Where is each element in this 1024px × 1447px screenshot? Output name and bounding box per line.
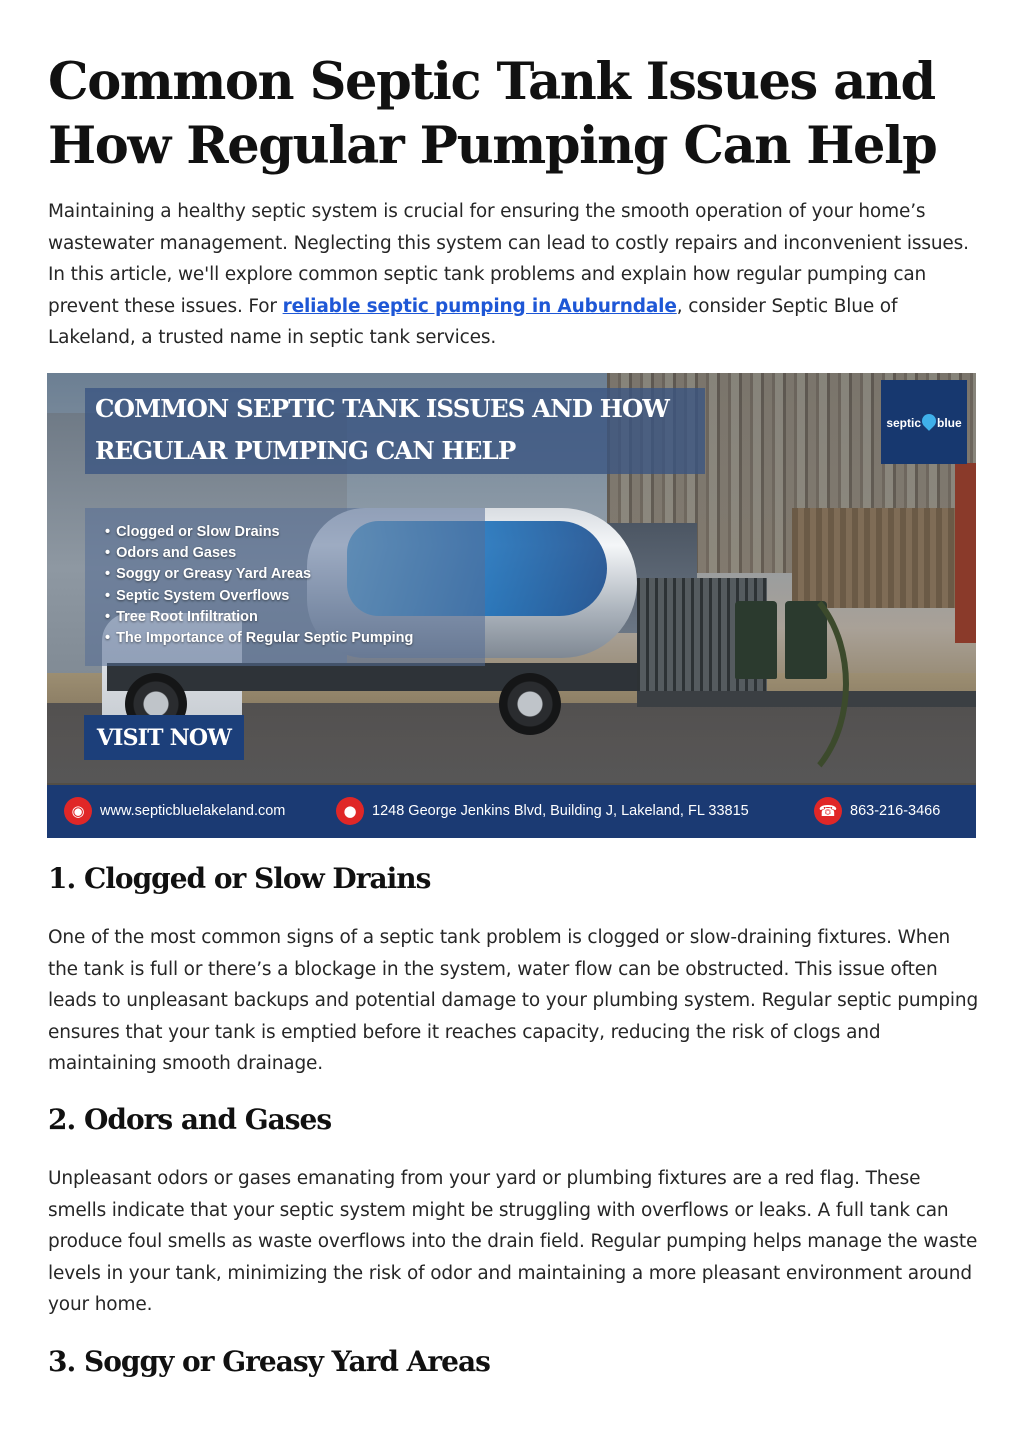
banner-list-item: • Clogged or Slow Drains: [105, 522, 413, 543]
banner-headline: [85, 388, 705, 474]
contact-address: [336, 797, 749, 825]
location-pin-icon: ●: [336, 797, 364, 825]
banner-brick-pillar: [955, 463, 976, 643]
banner-list-item: • Odors and Gases: [105, 543, 413, 564]
banner-issue-list: [105, 522, 413, 649]
section-heading: 1. Clogged or Slow Drains: [48, 862, 431, 895]
septic-blue-logo: [881, 380, 967, 464]
logo-wordmark: [886, 414, 961, 430]
banner-list-item: • The Importance of Regular Septic Pumping: [105, 628, 413, 649]
banner-headline-line1: COMMON SEPTIC TANK ISSUES AND HOW: [95, 394, 670, 423]
truck-frame: [107, 663, 667, 691]
promo-banner-image: [47, 373, 976, 838]
phone-text: 863-216-3466: [850, 803, 941, 819]
website-text: www.septicbluelakeland.com: [100, 803, 286, 819]
septic-pumping-auburndale-link[interactable]: reliable septic pumping in Auburndale: [282, 295, 677, 317]
intro-text-after-link: , consider Septic Blue of Lakeland, a trusted name in septic tank services.: [48, 295, 898, 348]
logo-text-right: blue: [937, 416, 962, 430]
banner-list-item: • Soggy or Greasy Yard Areas: [105, 564, 413, 585]
truck-wheel-rear: [499, 673, 561, 735]
visit-now-label: VISIT NOW: [96, 724, 232, 751]
pump-hose: [687, 573, 849, 795]
intro-text-before-link: Maintaining a healthy septic system is crucial for ensuring the smooth operation of your home’s wastewater management. Neglecting this system can lead to costly repairs and inconvenient issues. In this article, we'll explore common septic tank problems and explain how regular pumping can prevent these issues. For: [48, 201, 969, 317]
contact-website: [64, 797, 285, 825]
section-heading: 3. Soggy or Greasy Yard Areas: [48, 1345, 490, 1378]
article-title: Common Septic Tank Issues and How Regular Pumping Can Help: [48, 52, 937, 176]
banner-list-item: • Tree Root Infiltration: [105, 607, 413, 628]
logo-text-left: septic: [886, 416, 921, 430]
globe-icon: ◉: [64, 797, 92, 825]
contact-phone: [814, 797, 940, 825]
address-text: 1248 George Jenkins Blvd, Building J, Lakeland, FL 33815: [372, 803, 749, 819]
banner-fence-background: [792, 508, 976, 608]
visit-now-button[interactable]: [84, 715, 244, 760]
phone-icon: ☎: [814, 797, 842, 825]
section-paragraph: Unpleasant odors or gases emanating from your yard or plumbing fixtures are a red flag. These smells indicate that your septic system might be struggling with overflows or leaks. A full tank can produce foul smells as waste overflows into the drain field. Regular pumping helps manage the waste levels in your tank, minimizing the risk of odor and maintaining a more pleasant environment around your home.: [48, 1168, 978, 1315]
intro-paragraph: [48, 196, 983, 354]
section-heading: 2. Odors and Gases: [48, 1103, 332, 1136]
banner-headline-line2: REGULAR PUMPING CAN HELP: [95, 436, 516, 465]
section-paragraph: One of the most common signs of a septic tank problem is clogged or slow-draining fixtures. When the tank is full or there’s a blockage in the system, water flow can be obstructed. This issue often leads to unpleasant backups and potential damage to your plumbing system. Regular septic pumping ensures that your tank is emptied before it reaches capacity, reducing the risk of clogs and maintaining smooth drainage.: [48, 927, 979, 1074]
banner-contact-bar: [47, 785, 976, 838]
banner-list-item: • Septic System Overflows: [105, 586, 413, 607]
water-drop-icon: [919, 411, 939, 431]
